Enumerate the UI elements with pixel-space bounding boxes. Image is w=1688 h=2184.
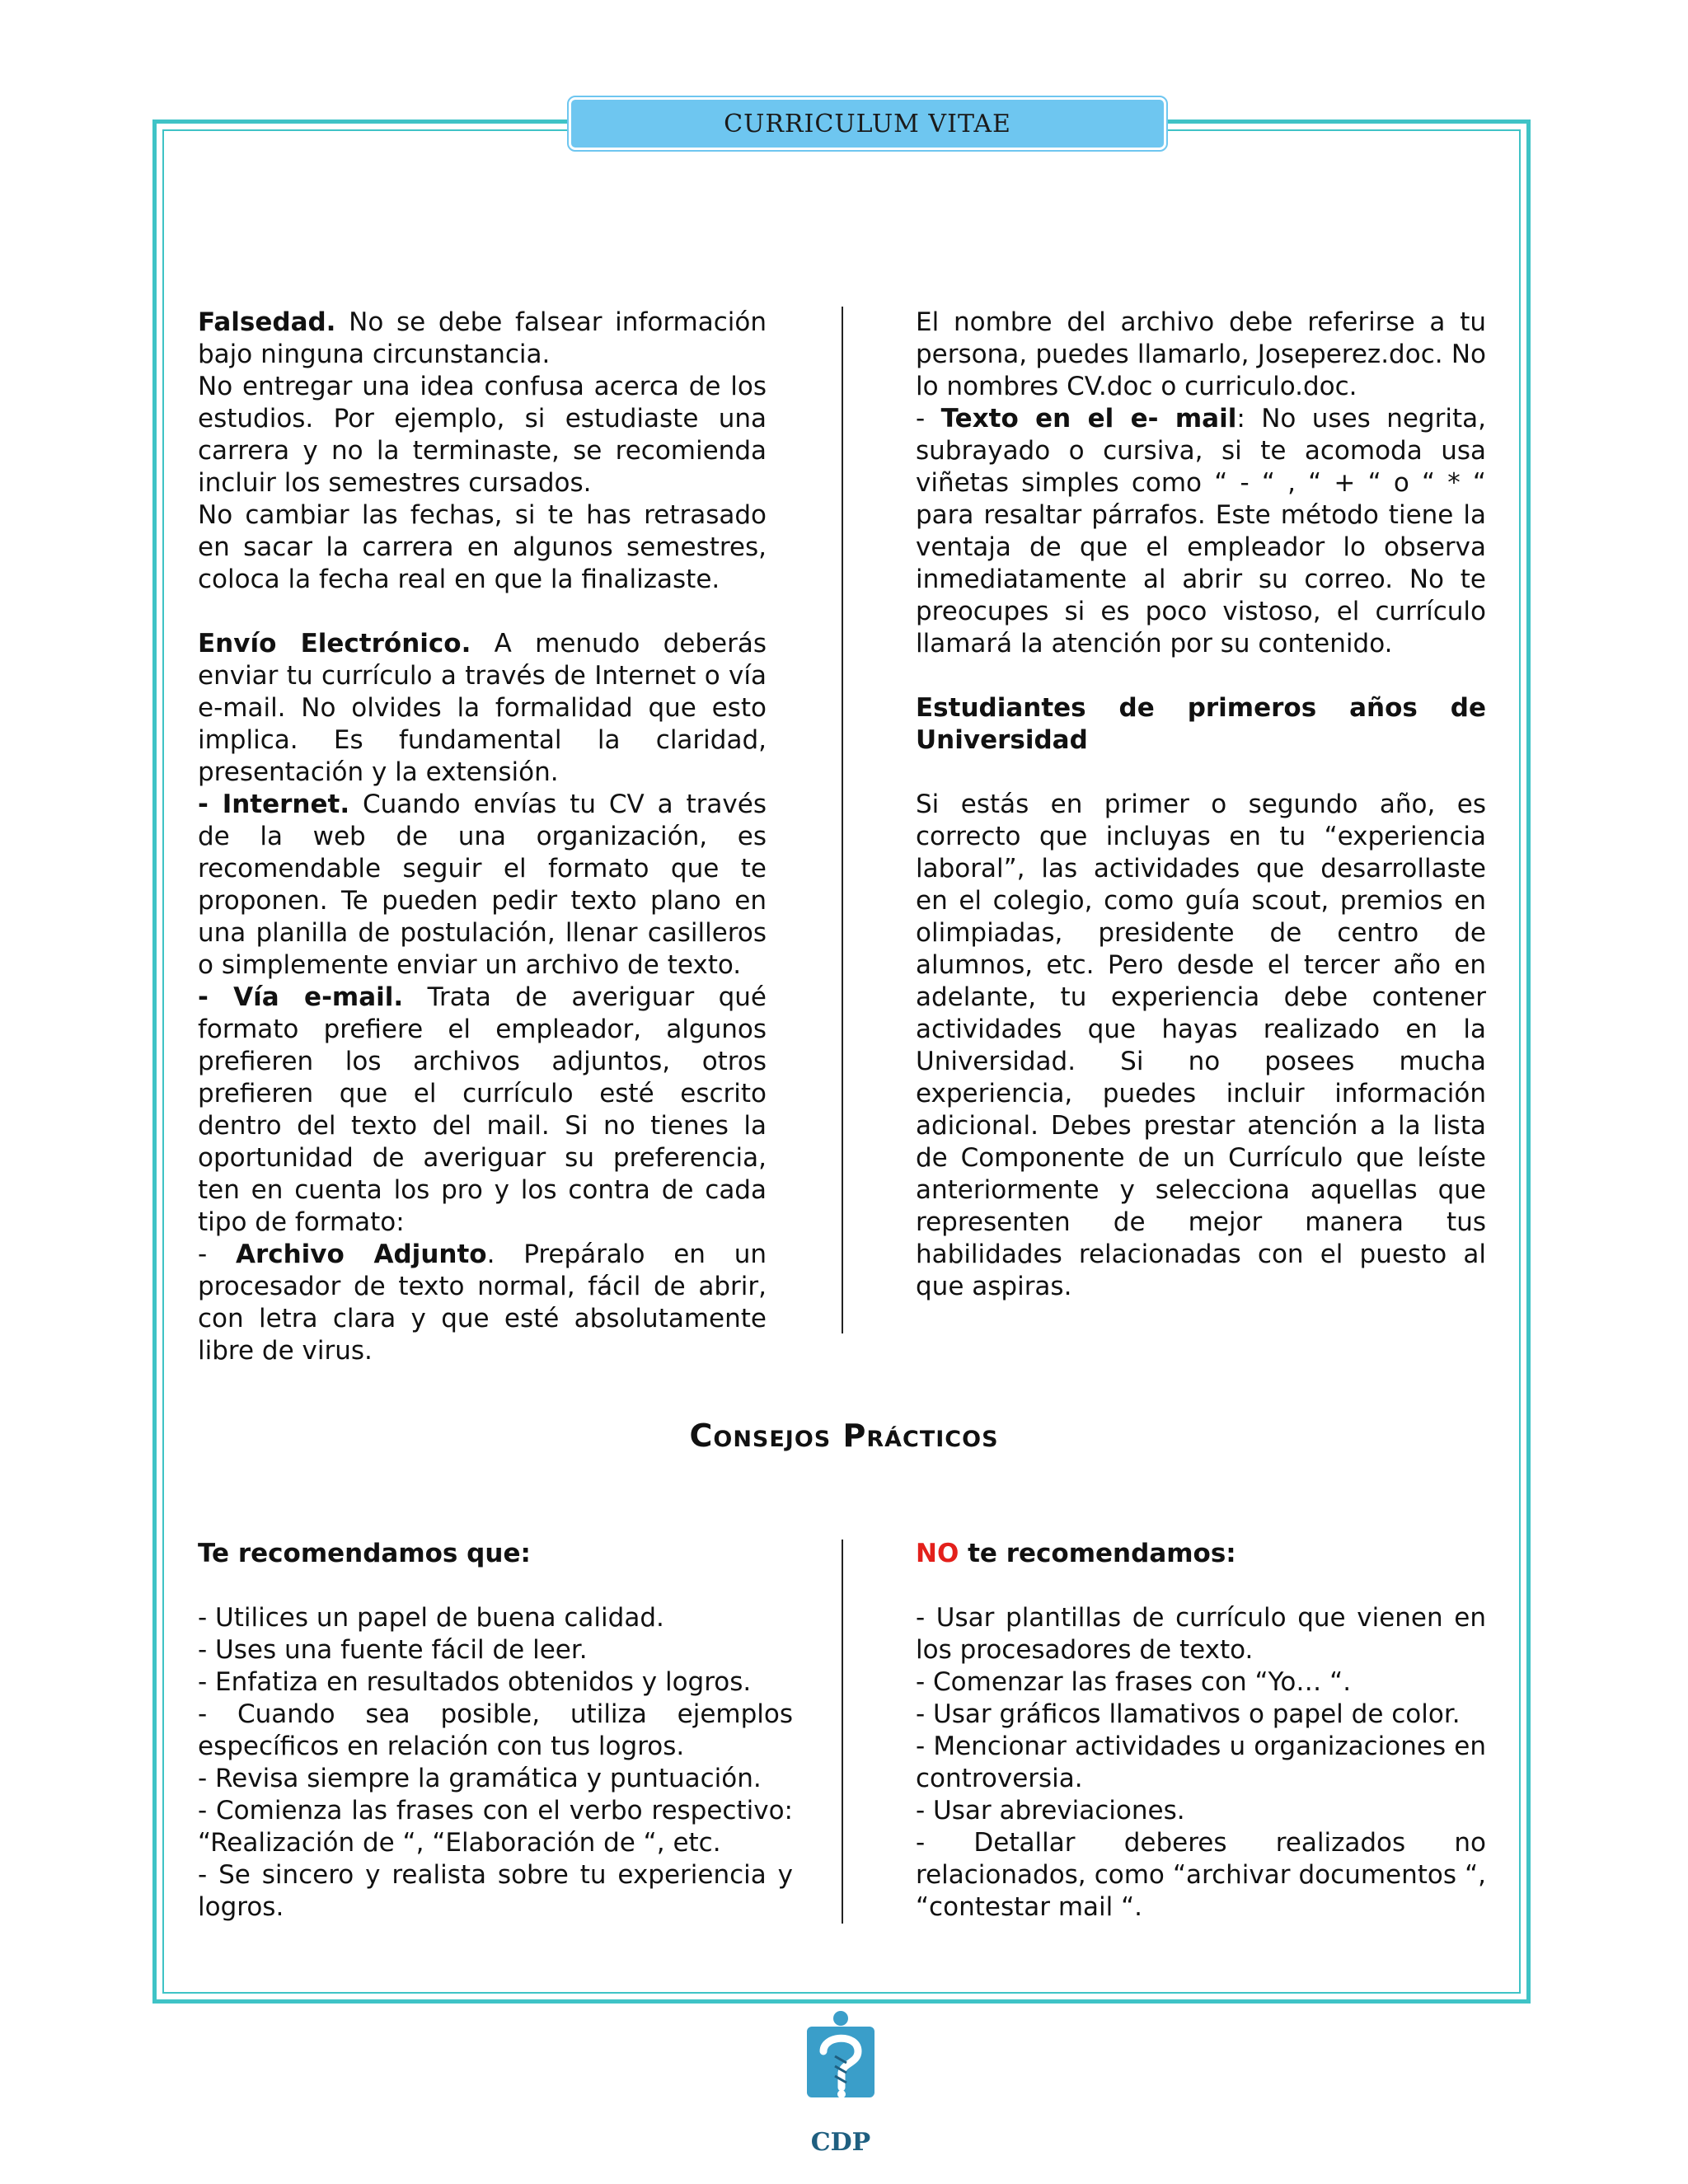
paragraph-adjunto: - Archivo Adjunto. Prepáralo en un procesador de texto normal, fácil de abrir, con letra clara y que esté absolutamente libre de virus. — [198, 1240, 767, 1366]
list-item: - Detallar deberes realizados no relacionados, como “archivar documentos “, “contestar mail “. — [916, 1828, 1486, 1922]
column-divider-top-full — [842, 307, 843, 1333]
consejos-left-heading: Te recomendamos que: — [198, 1539, 531, 1568]
paragraph-estudios: No entregar una idea confusa acerca de los estudios. Por ejemplo, si estudiaste una carrera y no la terminaste, se recomienda incluir los semestres cursados. — [198, 372, 767, 498]
consejos-divider — [842, 1540, 843, 1924]
cdp-logo-text: CDP — [810, 2128, 871, 2157]
paragraph-estudiantes: Si estás en primer o segundo año, es correcto que incluyas en tu “experiencia laboral”, las actividades que desarrollaste en el colegio, como guía scout, premios en olimpiadas, presidente de centro de alumnos, etc. Pero desde el tercer año en adelante, tu experiencia debe contener actividades que hayas realizado en la Universidad. Si no posees mucha experiencia, puedes incluir información adicional. Debes prestar atención a la lista de Componente de un Currículo que leíste anteriormente y selecciona aquellas que representen de mejor manera tus habilidades relacionadas con el puesto al que aspiras. — [916, 790, 1486, 1301]
list-item: - Usar gráficos llamativos o papel de color. — [916, 1699, 1461, 1729]
column-left — [198, 307, 767, 1367]
list-item: - Comienza las frases con el verbo respectivo: “Realización de “, “Elaboración de “, etc. — [198, 1796, 793, 1858]
consejos-left — [198, 1538, 793, 1924]
list-item: - Usar abreviaciones. — [916, 1796, 1185, 1825]
paragraph-internet: - Internet. Cuando envías tu CV a través de la web de una organización, es recomendable seguir el formato que te proponen. Te pueden pedir texto plano en una planilla de postulación, llenar casilleros o simplemente enviar un archivo de texto. — [198, 790, 767, 980]
consejos-right-heading: NO te recomendamos: — [916, 1539, 1236, 1568]
heading-estudiantes: Estudiantes de primeros años de Universidad — [916, 693, 1486, 755]
list-item: - Enfatiza en resultados obtenidos y logros. — [198, 1667, 752, 1697]
paragraph-nombre: El nombre del archivo debe referirse a tu persona, puedes llamarlo, Joseperez.doc. No lo nombres CV.doc o curriculo.doc. — [916, 307, 1486, 401]
list-item: - Cuando sea posible, utiliza ejemplos específicos en relación con tus logros. — [198, 1699, 793, 1761]
list-item: - Mencionar actividades u organizaciones en controversia. — [916, 1732, 1486, 1793]
consejos-right — [916, 1538, 1486, 1924]
list-item: - Comenzar las frases con “Yo… “. — [916, 1667, 1352, 1697]
paragraph-envio: Envío Electrónico. A menudo deberás enviar tu currículo a través de Internet o vía e-mail. No olvides la formalidad que esto implica. Es fundamental la claridad, presentación y la extensión. — [198, 629, 767, 787]
list-item: - Revisa siempre la gramática y puntuación. — [198, 1764, 762, 1793]
column-right — [916, 307, 1486, 1303]
section-title-consejos: Consejos Prácticos — [689, 1418, 999, 1454]
list-item: - Usar plantillas de currículo que vienen en los procesadores de texto. — [916, 1603, 1486, 1665]
paragraph-falsedad: Falsedad. No se debe falsear información bajo ninguna circunstancia. — [198, 307, 767, 369]
header-title: CURRICULUM VITAE — [569, 97, 1166, 150]
list-item: - Se sincero y realista sobre tu experiencia y logros. — [198, 1860, 793, 1922]
paragraph-fechas: No cambiar las fechas, si te has retrasado en sacar la carrera en algunos semestres, coloca la fecha real en que la finalizaste. — [198, 500, 767, 594]
paragraph-email: - Vía e-mail. Trata de averiguar qué formato prefiere el empleador, algunos prefieren los archivos adjuntos, otros prefieren que el currículo esté escrito dentro del texto del mail. Si no tienes la oportunidad de averiguar su preferencia, ten en cuenta los pro y los contra de cada tipo de formato: — [198, 982, 767, 1237]
list-item: - Uses una fuente fácil de leer. — [198, 1635, 588, 1665]
cdp-logo-icon — [805, 2008, 876, 2121]
list-item: - Utilices un papel de buena calidad. — [198, 1603, 664, 1633]
paragraph-texto-email: - Texto en el e- mail: No uses negrita, subrayado o cursiva, si te acomoda usa viñetas simples como “ - “ , “ + “ o “ * “ para resaltar párrafos. Este método tiene la ventaja de que el empleador lo observa inmediatamente al abrir su correo. No te preocupes si es poco vistoso, el currículo llamará la atención por su contenido. — [916, 404, 1486, 658]
